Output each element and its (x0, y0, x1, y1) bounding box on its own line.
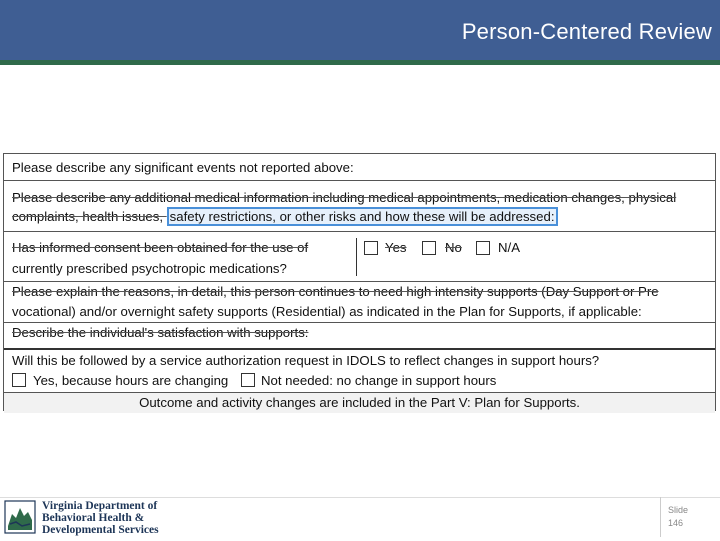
medical-info-prompt-line1: Please describe any additional medical information including medical appointments, medication changes, physical (12, 190, 677, 205)
idols-yes-checkbox[interactable] (12, 373, 26, 387)
dbhds-logo (4, 498, 174, 538)
idols-question: Will this be followed by a service authorization request in IDOLS to reflect changes in support hours? (12, 353, 600, 368)
medical-info-prompt-line2 (12, 209, 558, 224)
idols-yes-label: Yes, because hours are changing (33, 373, 229, 388)
idols-no-label: Not needed: no change in support hours (261, 373, 497, 388)
high-intensity-prompt-line2: vocational) and/or overnight safety supports (Residential) as indicated in the Plan for Supports, if applicable: (12, 304, 642, 319)
consent-yes-label: Yes (385, 240, 407, 255)
dbhds-logo-text (42, 500, 159, 536)
consent-question-line1: Has informed consent been obtained for the use of (12, 240, 309, 255)
row-divider (4, 322, 715, 323)
safety-restrictions-highlight: safety restrictions, or other risks and how these will be addressed: (167, 207, 558, 226)
consent-no-checkbox[interactable] (422, 241, 436, 255)
consent-yes-checkbox[interactable] (364, 241, 378, 255)
page-title: Person-Centered Review (461, 19, 712, 44)
slide-number: 146 (668, 518, 684, 528)
consent-no-label: No (445, 240, 462, 255)
consent-question-line2: currently prescribed psychotropic medications? (12, 261, 287, 276)
section-divider (4, 348, 715, 350)
row-divider (4, 231, 715, 232)
header-bar (0, 0, 720, 60)
idols-no-checkbox[interactable] (241, 373, 255, 387)
review-form-table (3, 153, 716, 411)
logo-line-1: Virginia Department of (42, 500, 158, 512)
medical-info-plain-text: complaints, health issues, (12, 209, 167, 224)
row-divider (4, 180, 715, 181)
high-intensity-prompt-line1: Please explain the reasons, in detail, this person continues to need high intensity supports (Day Support or Pre (12, 284, 659, 299)
satisfaction-prompt: Describe the individual's satisfaction with supports: (12, 325, 309, 340)
header-accent-stripe (0, 60, 720, 65)
significant-events-prompt: Please describe any significant events not reported above: (12, 160, 354, 175)
slide-number-box (660, 497, 717, 537)
consent-na-label: N/A (498, 240, 520, 255)
slide-label: Slide (668, 505, 689, 515)
row-divider (4, 281, 715, 282)
consent-na-checkbox[interactable] (476, 241, 490, 255)
logo-line-3: Developmental Services (42, 524, 159, 536)
virginia-map-icon (4, 498, 38, 536)
plan-for-supports-note: Outcome and activity changes are included in the Part V: Plan for Supports. (4, 392, 715, 413)
logo-line-2: Behavioral Health & (42, 512, 145, 524)
consent-vertical-divider (356, 238, 357, 276)
